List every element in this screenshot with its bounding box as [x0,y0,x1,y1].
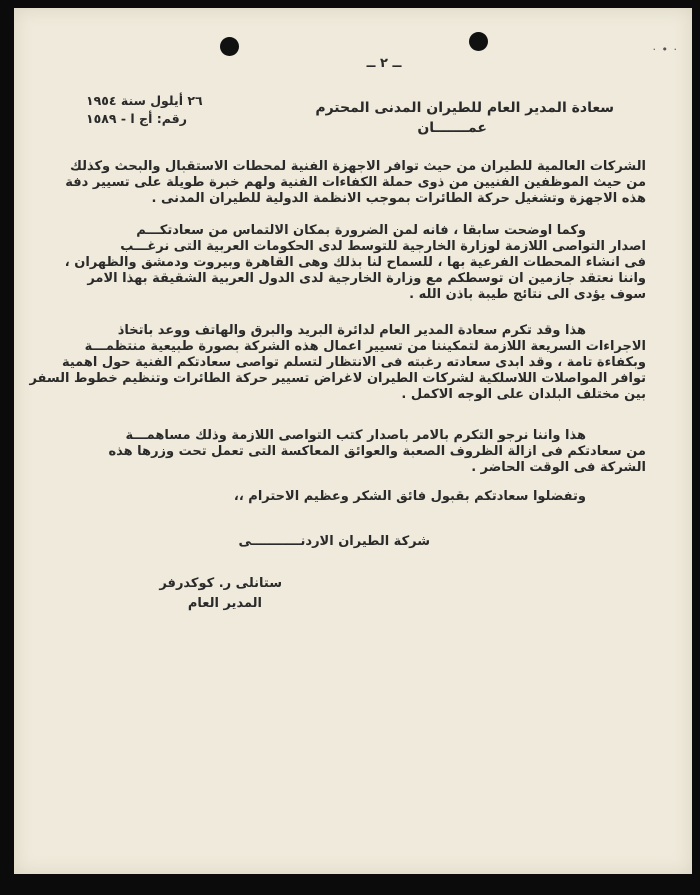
corner-mark: · • · [652,43,678,56]
page-number: ــ ٢ ــ [366,56,402,71]
addressee-line: سعادة المدير العام للطيران المدنى المحترم [315,100,614,116]
punch-hole-right [469,32,488,51]
signer-name: ستانلى ر. كوكدرفر [159,576,282,591]
date-reference-block [86,92,203,128]
closing-line: وتفضلوا سعادتكم بقبول فائق الشكر وعظيم الاحترام ،، [233,489,586,504]
paragraph-1 [65,159,646,207]
signer-title: المدير العام [187,596,262,611]
paragraph-2 [65,223,646,303]
paragraph-3-line: الاجراءات السريعة اللازمة لتمكيننا من تسيير اعمال هذه الشركة بصورة طبيعية منتظمـــة [84,339,646,354]
date-line: ٢٦ أيلول سنة ١٩٥٤ [86,93,203,108]
paragraph-3-line: هذا وقد تكرم سعادة المدير العام لدائرة البريد والبرق والهاتف ووعد باتخاذ [117,323,586,338]
paragraph-4 [108,428,646,476]
paragraph-2-line: وكما اوضحت سابقا ، فانه لمن الضرورة بمكان الالتماس من سعادتكـــم [136,223,586,238]
paragraph-2-line: سوف يؤدى الى نتائج طيبة باذن الله . [409,287,646,302]
paragraph-1-line: هذه الاجهزة وتشغيل حركة الطائرات بموجب الانظمة الدولية للطيران المدنى . [151,191,646,206]
paragraph-4-line: من سعادتكم فى ازالة الظروف الصعبة والعوائق المعاكسة التى تعمل تحت وزرها هذه [108,444,646,459]
paragraph-4-line: الشركة فى الوقت الحاضر . [471,460,646,475]
reference-line: رقم: أج ا - ١٥٨٩ [86,111,187,126]
paragraph-3-line: وبكفاءة تامة ، وقد ابدى سعادته رغبته فى الانتظار لتسلم تواصى سعادتكم الفنية حول اهمية [61,355,646,370]
paragraph-3-line: توافر المواصلات اللاسلكية لشركات الطيران لاغراض تسيير حركة الطائرات وتنظيم خطوط السفر [29,371,646,386]
document-page [14,8,692,874]
paragraph-3 [29,323,646,403]
paragraph-2-line: فى انشاء المحطات الفرعية بها ، للسماح لنا بذلك وهى القاهرة وبيروت ودمشق والظهران ، [64,255,646,270]
paragraph-3-line: بين مختلف البلدان على الوجه الاكمل . [401,387,646,402]
company-name: شركة الطيران الاردنـــــــــــى [238,534,430,549]
paragraph-1-line: من حيث الموظفين الفنيين من ذوى حملة الكفاءات الفنية ولهم خبرة طويلة على تسيير دفة [65,175,646,190]
punch-hole-left [220,37,239,56]
paragraph-4-line: هذا واننا نرجو التكرم بالامر باصدار كتب التواصى اللازمة وذلك مساهمـــة [125,428,586,443]
addressee-city: عمـــــــان [417,120,487,136]
paragraph-2-line: اصدار التواصى اللازمة لوزارة الخارجية للتوسط لدى الحكومات العربية التى نرغـــب [120,239,646,254]
paragraph-1-line: الشركات العالمية للطيران من حيث توافر الاجهزة الفنية لمحطات الاستقبال والبحث وكذلك [69,159,646,174]
paragraph-2-line: واننا نعتقد جازمين ان توسطكم مع وزارة الخارجية لدى الدول العربية الشقيقة بهذا الامر [87,271,646,286]
